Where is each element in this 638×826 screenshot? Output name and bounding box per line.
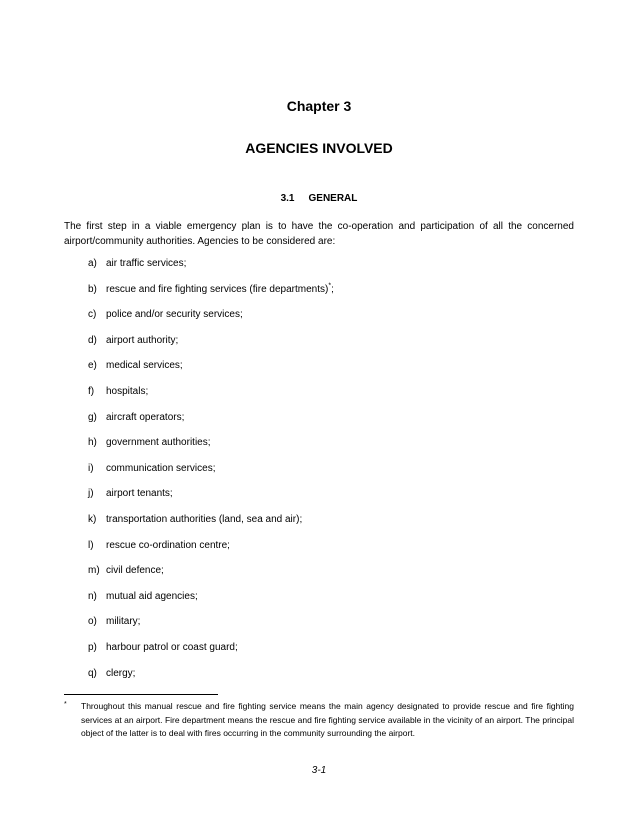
footnote-divider — [64, 694, 218, 695]
chapter-heading-text: AGENCIES INVOLVED — [245, 140, 393, 156]
chapter-title — [0, 98, 638, 114]
page-number: 3-1 — [311, 765, 327, 776]
agency-list — [64, 258, 574, 693]
list-item — [64, 437, 574, 463]
list-marker: b) — [88, 283, 97, 295]
list-marker: q) — [88, 667, 97, 679]
list-marker: j) — [88, 488, 94, 500]
list-item — [64, 565, 574, 591]
list-text: mutual aid agencies; — [106, 590, 198, 602]
list-marker: i) — [88, 462, 94, 474]
list-item — [64, 591, 574, 617]
list-marker: g) — [88, 411, 97, 423]
list-text: aircraft operators; — [106, 411, 185, 423]
list-text-with-footnote — [106, 284, 334, 296]
list-text: government authorities; — [106, 437, 211, 449]
list-marker: d) — [88, 334, 97, 346]
list-marker: o) — [88, 616, 97, 628]
list-text: clergy; — [106, 667, 136, 679]
list-marker: e) — [88, 360, 97, 372]
section-heading — [0, 193, 638, 204]
chapter-title-text: Chapter 3 — [286, 98, 352, 114]
list-text: airport tenants; — [106, 488, 173, 500]
list-item — [64, 258, 574, 284]
list-text: rescue and fire fighting services (fire departments) — [106, 283, 329, 295]
list-text: medical services; — [106, 360, 183, 372]
list-marker: l) — [88, 539, 94, 551]
list-item — [64, 360, 574, 386]
chapter-heading — [0, 140, 638, 156]
section-number: 3.1 — [280, 193, 295, 204]
list-item — [64, 412, 574, 438]
list-item — [64, 488, 574, 514]
list-item — [64, 309, 574, 335]
list-marker: h) — [88, 437, 97, 449]
footnote-text: Throughout this manual rescue and fire fighting service means the main agency designated to provide rescue and fire fighting services at an airport. Fire department means the rescue and fire fighting service available in the vicinity of an airport. The principal object of the latter is to deal with fires occurring in the community surrounding the airport. — [81, 701, 574, 738]
list-marker: c) — [88, 309, 97, 321]
section-title: GENERAL — [308, 193, 358, 204]
list-text: hospitals; — [106, 385, 149, 397]
list-marker: a) — [88, 258, 97, 269]
footnote-symbol: * — [64, 701, 67, 708]
list-text: civil defence; — [106, 565, 164, 577]
list-text: military; — [106, 616, 141, 628]
list-text: police and/or security services; — [106, 309, 243, 321]
list-text: air traffic services; — [106, 258, 187, 269]
list-item — [64, 540, 574, 566]
list-text: rescue co-ordination centre; — [106, 539, 230, 551]
list-item — [64, 284, 574, 310]
list-text: communication services; — [106, 462, 216, 474]
footnote — [64, 700, 574, 741]
list-item — [64, 616, 574, 642]
intro-paragraph: The first step in a viable emergency plan is to have the co-operation and participation of all the concerned airport/community authorities. Agencies to be considered are: — [64, 221, 574, 247]
footnote-reference: * — [328, 282, 332, 290]
list-marker: f) — [88, 385, 95, 397]
list-item — [64, 463, 574, 489]
list-item — [64, 642, 574, 668]
list-marker: k) — [88, 513, 97, 525]
list-item — [64, 386, 574, 412]
list-text: harbour patrol or coast guard; — [106, 641, 238, 653]
list-item — [64, 668, 574, 694]
list-marker: m) — [88, 565, 100, 577]
list-marker: n) — [88, 590, 97, 602]
list-text-suffix: ; — [331, 283, 334, 295]
list-item — [64, 335, 574, 361]
list-text: airport authority; — [106, 334, 179, 346]
list-marker: p) — [88, 641, 97, 653]
list-item — [64, 514, 574, 540]
list-text: transportation authorities (land, sea and air); — [106, 513, 303, 525]
